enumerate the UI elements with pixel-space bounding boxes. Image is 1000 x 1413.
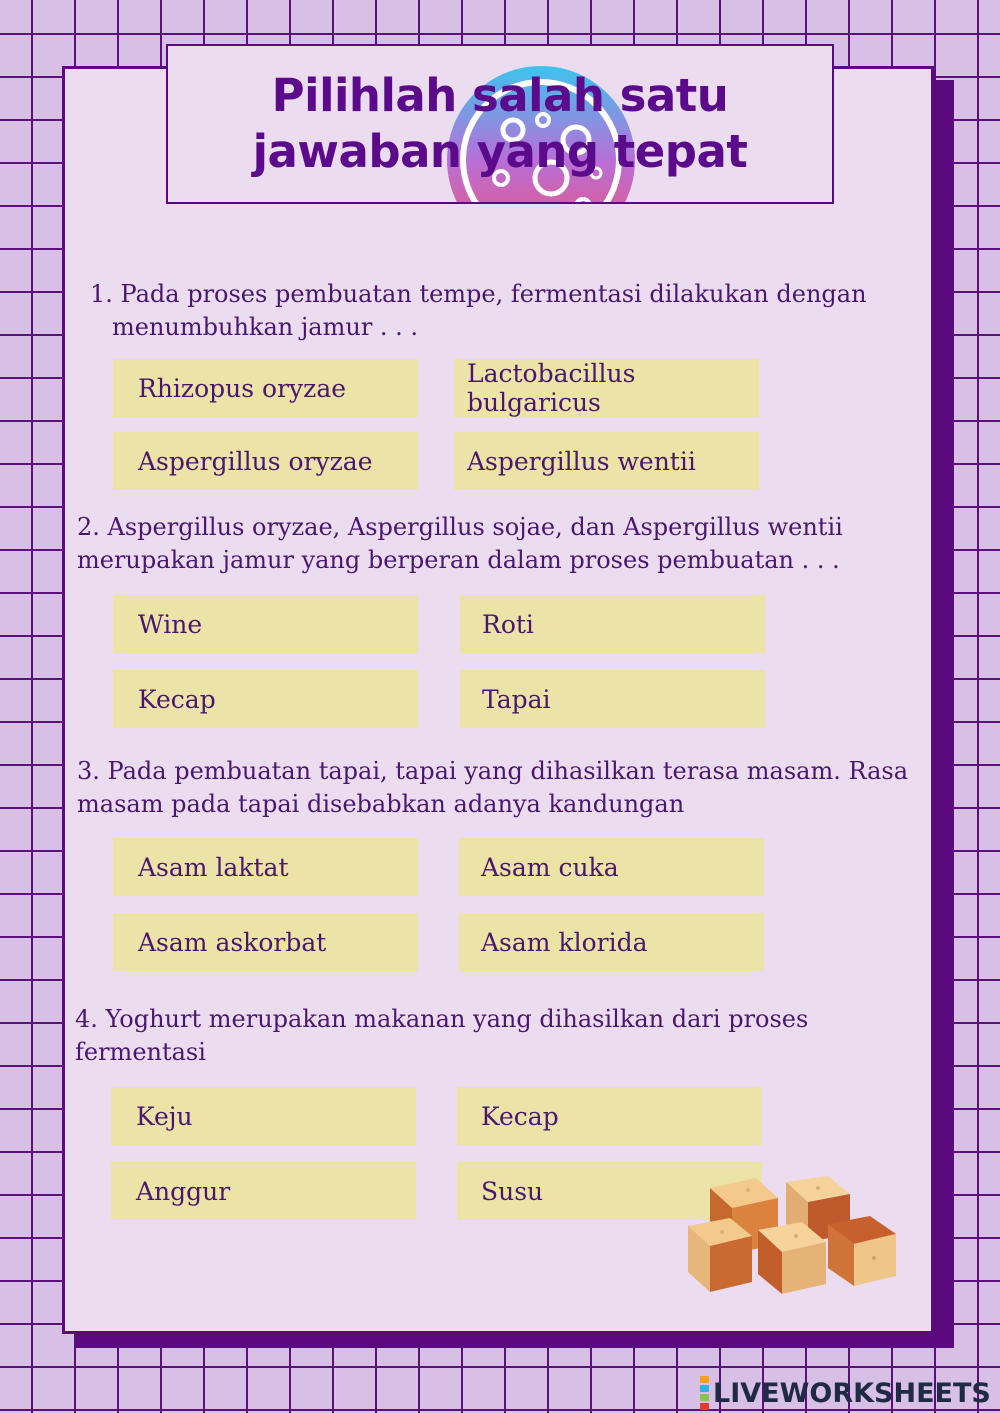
question-2 [77, 511, 843, 577]
logo-mark-3 [700, 1394, 709, 1401]
title-line-2: jawaban yang tepat [252, 125, 748, 178]
logo-mark-icon [700, 1375, 709, 1411]
q4-option-c[interactable]: Anggur [111, 1162, 416, 1220]
question-3-line-2: masam pada tapai disebabkan adanya kandungan [77, 790, 685, 818]
logo-mark-2 [700, 1385, 709, 1392]
q4-option-a[interactable]: Keju [111, 1087, 416, 1145]
q1-option-a[interactable]: Rhizopus oryzae [113, 359, 418, 417]
question-2-line-1: 2. Aspergillus oryzae, Aspergillus sojae, dan Aspergillus wentii [77, 513, 843, 541]
q4-option-d[interactable]: Susu [457, 1162, 762, 1220]
question-4-line-2: fermentasi [75, 1038, 206, 1066]
q2-option-c[interactable]: Kecap [113, 670, 418, 728]
q2-option-a[interactable]: Wine [113, 595, 418, 653]
logo-mark-4 [700, 1403, 709, 1410]
logo-text: LIVEWORKSHEETS [713, 1377, 991, 1409]
q3-option-c[interactable]: Asam askorbat [113, 913, 418, 971]
logo-mark-1 [700, 1376, 709, 1383]
q2-option-b[interactable]: Roti [460, 595, 765, 653]
question-3 [77, 755, 908, 821]
tempe-cubes-icon [678, 1168, 908, 1298]
q2-option-d[interactable]: Tapai [460, 670, 765, 728]
title-line-1: Pilihlah salah satu [271, 69, 729, 122]
question-2-line-2: merupakan jamur yang berperan dalam proses pembuatan . . . [77, 546, 840, 574]
q3-option-d[interactable]: Asam klorida [459, 913, 764, 971]
question-4-line-1: 4. Yoghurt merupakan makanan yang dihasilkan dari proses [75, 1005, 809, 1033]
page-title [253, 68, 748, 180]
q1-option-b[interactable]: Lactobacillus bulgaricus [454, 359, 759, 417]
q4-option-b[interactable]: Kecap [457, 1087, 762, 1145]
question-1 [90, 278, 867, 344]
question-4 [75, 1003, 808, 1069]
title-box [166, 44, 834, 204]
q1-option-d[interactable]: Aspergillus wentii [454, 432, 759, 490]
question-1-line-2: menumbuhkan jamur . . . [112, 313, 419, 341]
q3-option-a[interactable]: Asam laktat [113, 838, 418, 896]
liveworksheets-logo [700, 1376, 991, 1410]
question-1-line-1: 1. Pada proses pembuatan tempe, fermentasi dilakukan dengan [90, 280, 867, 308]
question-3-line-1: 3. Pada pembuatan tapai, tapai yang dihasilkan terasa masam. Rasa [77, 757, 909, 785]
q3-option-b[interactable]: Asam cuka [459, 838, 764, 896]
q1-option-c[interactable]: Aspergillus oryzae [113, 432, 418, 490]
